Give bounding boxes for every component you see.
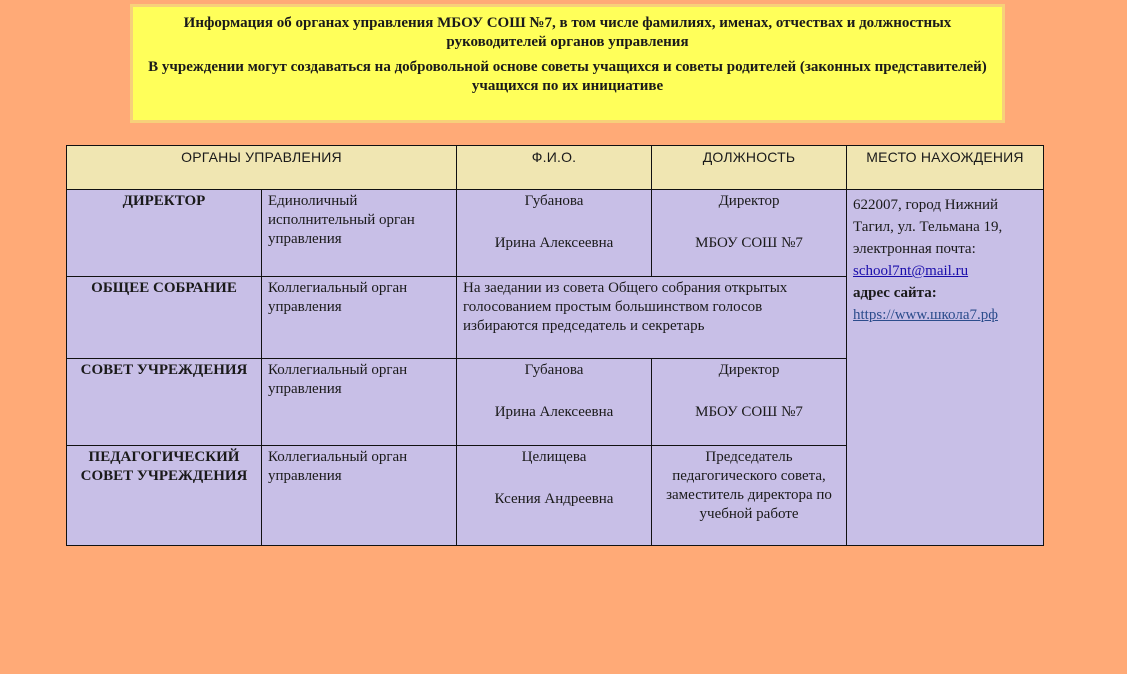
election-note: На заедании из совета Общего собрания открытых голосованием простым большинством голосов избираются председатель и секретарь xyxy=(457,277,847,359)
organ-kind: Коллегиальный орган управления xyxy=(262,359,457,446)
organ-name: ПЕДАГОГИЧЕСКИЙ СОВЕТ УЧРЕЖДЕНИЯ xyxy=(67,446,262,546)
header-organs: ОРГАНЫ УПРАВЛЕНИЯ xyxy=(67,146,457,190)
fio-first-patronymic: Ксения Андреевна xyxy=(494,491,614,507)
organ-name: ОБЩЕЕ СОБРАНИЕ xyxy=(67,277,262,359)
position-cell xyxy=(652,190,847,277)
position-cell: Председатель педагогического совета, заместитель директора по учебной работе xyxy=(652,446,847,546)
position-org: МБОУ СОШ №7 xyxy=(695,235,803,251)
info-banner xyxy=(133,7,1002,120)
organ-kind: Коллегиальный орган управления xyxy=(262,277,457,359)
banner-title: Информация об органах управления МБОУ СОШ №7, в том числе фамилиях, именах, отчествах и должностных руководителей органов управления xyxy=(183,15,952,50)
organ-name: ДИРЕКТОР xyxy=(67,190,262,277)
address-text: 622007, город Нижний Тагил, ул. Тельмана 19, xyxy=(853,197,1003,235)
organ-name: СОВЕТ УЧРЕЖДЕНИЯ xyxy=(67,359,262,446)
table-header-row xyxy=(67,146,1044,190)
fio-cell xyxy=(457,190,652,277)
position-cell xyxy=(652,359,847,446)
position-title: Директор xyxy=(718,362,780,378)
fio-first-patronymic: Ирина Алексеевна xyxy=(494,404,614,420)
fio-cell xyxy=(457,446,652,546)
position-title: Директор xyxy=(718,193,780,209)
site-label: адрес сайта: xyxy=(853,285,937,301)
fio-first-patronymic: Ирина Алексеевна xyxy=(494,235,614,251)
position-org: МБОУ СОШ №7 xyxy=(695,404,803,420)
fio-last-name: Губанова xyxy=(524,362,584,378)
email-label: электронная почта: xyxy=(853,241,976,257)
fio-last-name: Целищева xyxy=(521,449,587,465)
fio-last-name: Губанова xyxy=(524,193,584,209)
banner-note: В учреждении могут создаваться на добровольной основе советы учащихся и советы родителей (законных представителей) учащихся по их инициативе xyxy=(148,59,987,94)
header-location: МЕСТО НАХОЖДЕНИЯ xyxy=(847,146,1044,190)
header-fio: Ф.И.О. xyxy=(457,146,652,190)
fio-cell xyxy=(457,359,652,446)
organ-kind: Единоличный исполнительный орган управления xyxy=(262,190,457,277)
table-row-director xyxy=(67,190,1044,277)
site-link[interactable]: https://www.школа7.рф xyxy=(853,307,998,323)
organ-kind: Коллегиальный орган управления xyxy=(262,446,457,546)
location-cell xyxy=(847,190,1044,546)
governance-table xyxy=(66,145,1044,546)
email-link[interactable]: school7nt@mail.ru xyxy=(853,263,969,279)
header-position: ДОЛЖНОСТЬ xyxy=(652,146,847,190)
